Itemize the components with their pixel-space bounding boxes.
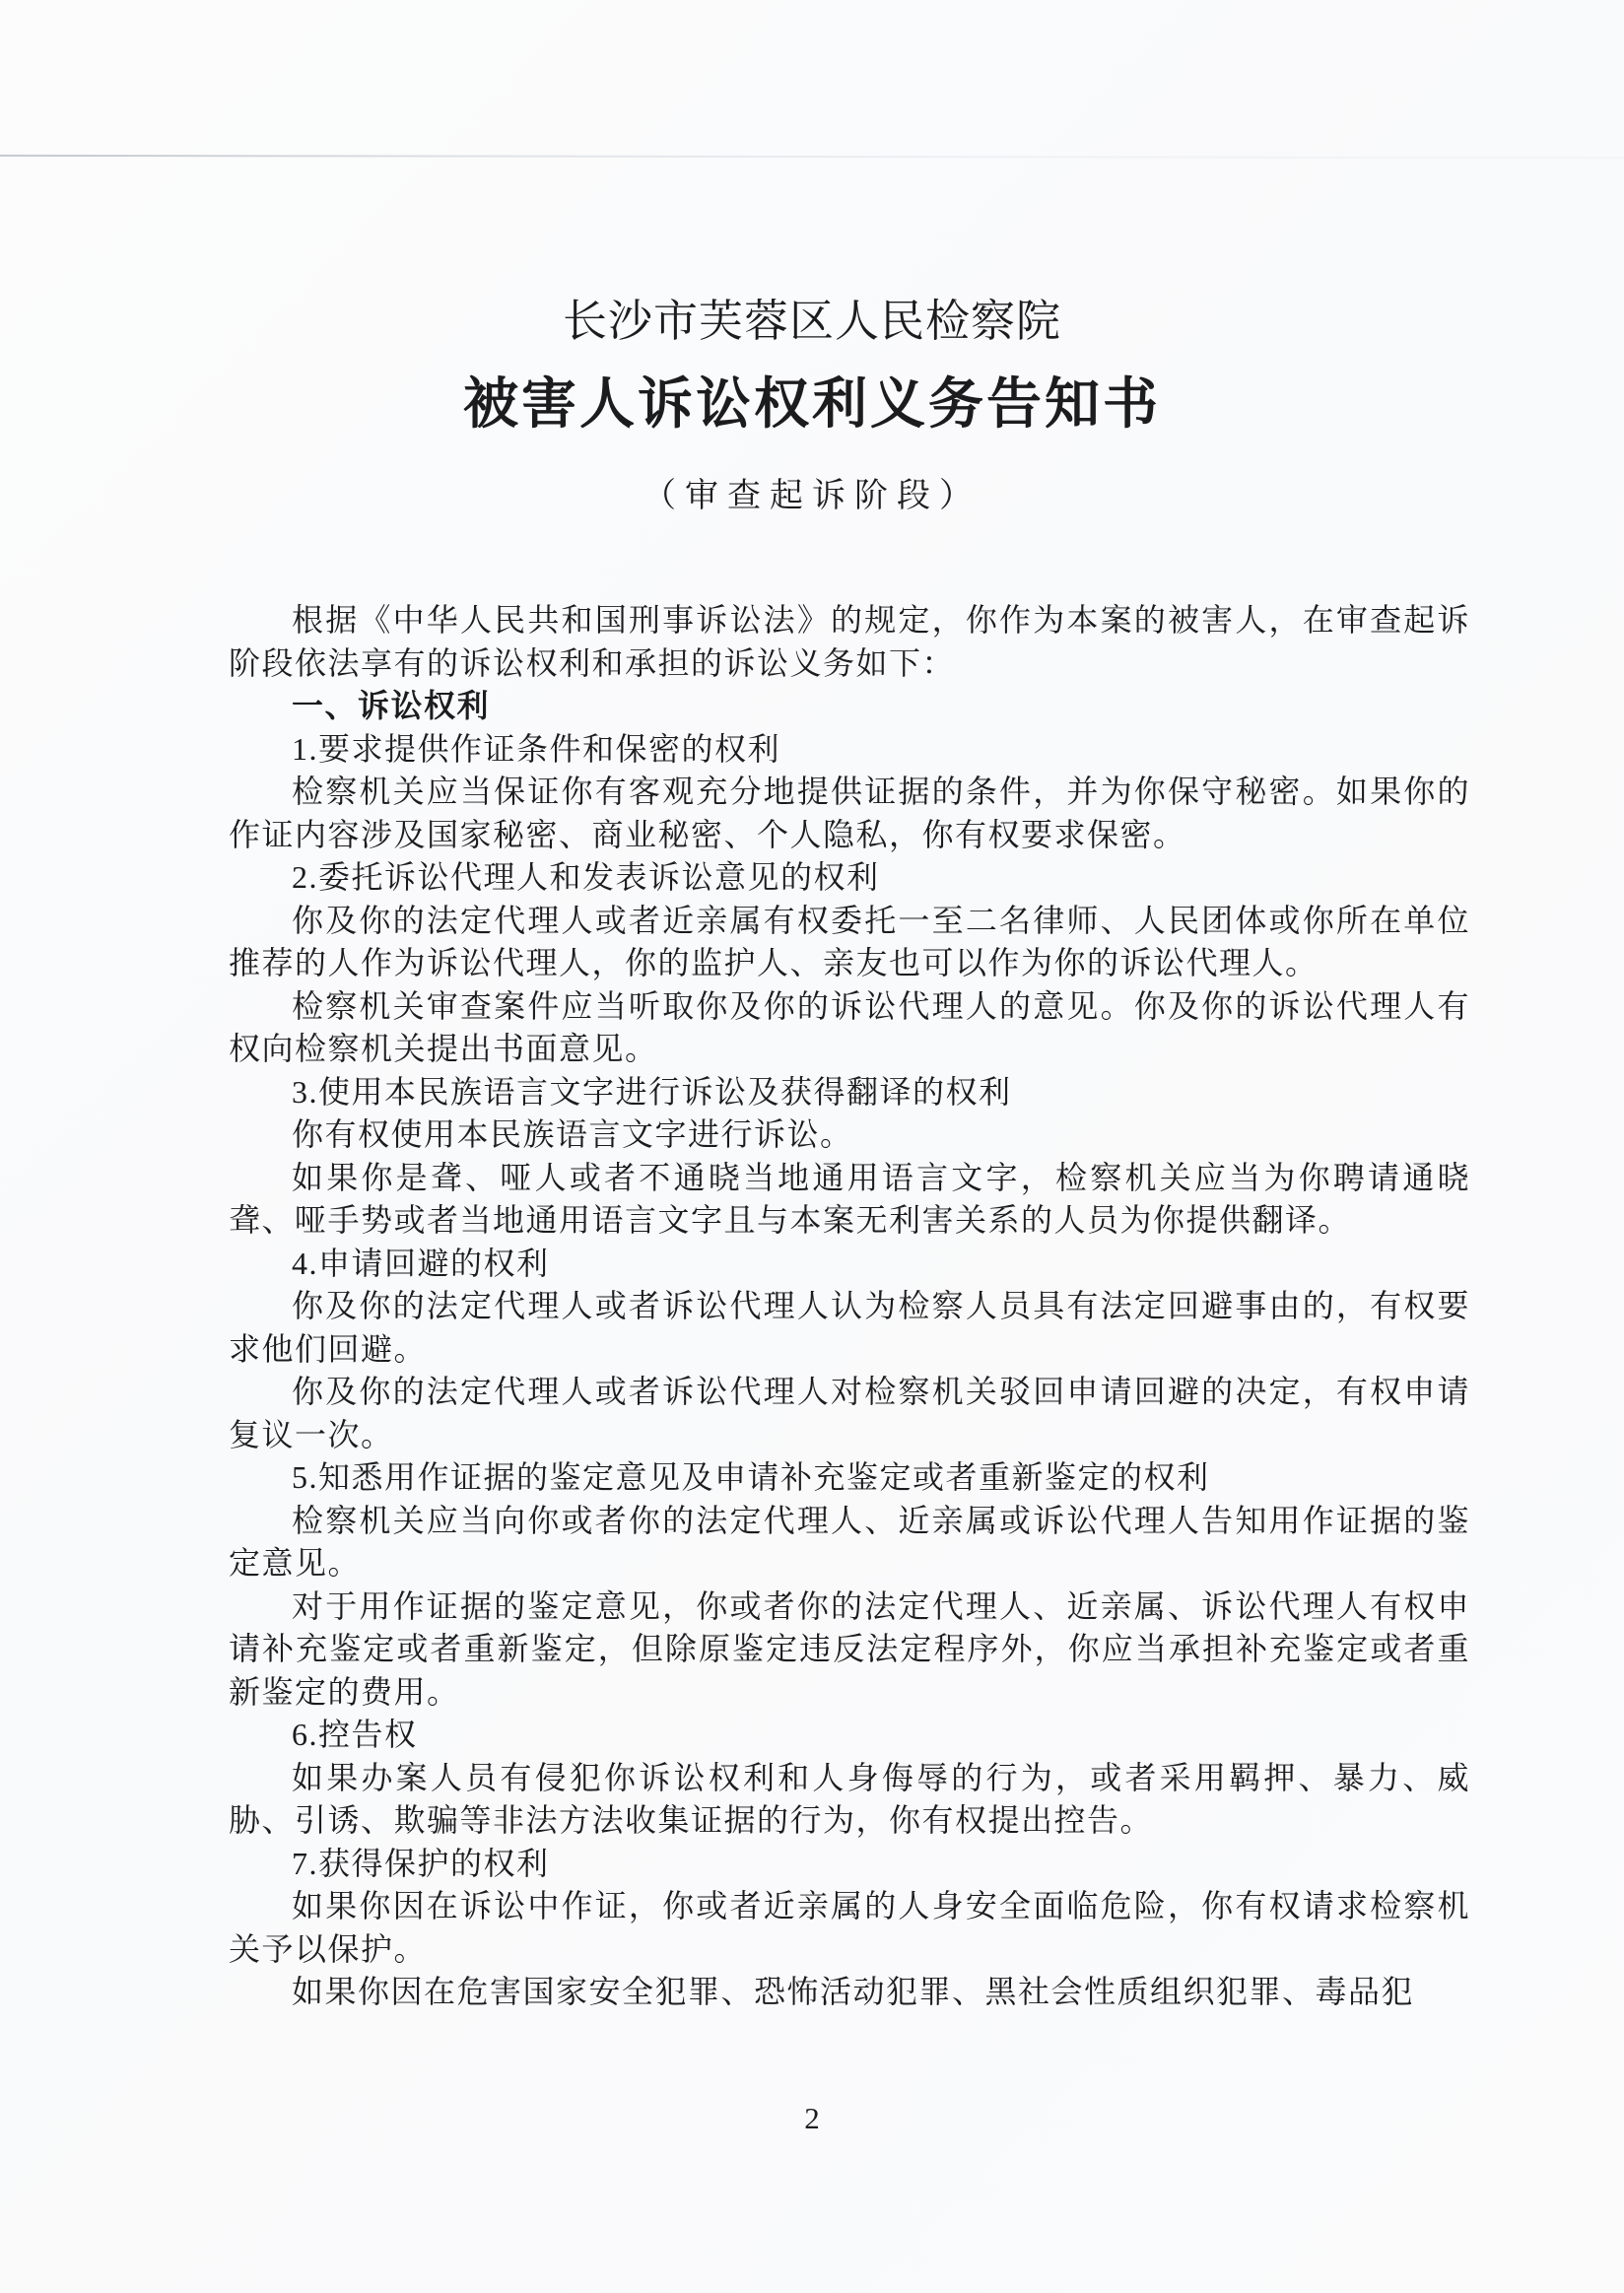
body-paragraph: 如果你因在危害国家安全犯罪、恐怖活动犯罪、黑社会性质组织犯罪、毒品犯 [292,1974,1415,2009]
body-paragraph: 如果办案人员有侵犯你诉讼权利和人身侮辱的行为，或者采用羁押、暴力、威胁、引诱、欺骗等非法方法收集证据的行为，你有权提出控告。 [229,1759,1470,1838]
body-paragraph: 如果你是聋、哑人或者不通晓当地通用语言文字，检察机关应当为你聘请通晓聋、哑手势或者当地通用语言文字且与本案无利害关系的人员为你提供翻译。 [229,1159,1470,1238]
item-heading: 4.申请回避的权利 [292,1245,550,1281]
item-heading: 6.控告权 [292,1717,418,1752]
intro-paragraph: 根据《中华人民共和国刑事诉讼法》的规定，你作为本案的被害人，在审查起诉阶段依法享有的诉讼权利和承担的诉讼义务如下： [229,602,1470,681]
section-heading: 一、诉讼权利 [292,688,491,723]
document-title: 被害人诉讼权利义务告知书 [463,374,1161,436]
body-paragraph: 检察机关应当保证你有客观充分地提供证据的条件，并为你保守秘密。如果你的作证内容涉及国家秘密、商业秘密、个人隐私，你有权要求保密。 [229,774,1470,852]
body-paragraph: 如果你因在诉讼中作证，你或者近亲属的人身安全面临危险，你有权请求检察机关予以保护。 [229,1888,1470,1967]
body-paragraph: 你有权使用本民族语言文字进行诉讼。 [292,1116,853,1152]
item-heading: 5.知悉用作证据的鉴定意见及申请补充鉴定或者重新鉴定的权利 [292,1459,1210,1495]
court-name: 长沙市芙蓉区人民检察院 [562,297,1061,346]
body-paragraph: 对于用作证据的鉴定意见，你或者你的法定代理人、近亲属、诉讼代理人有权申请补充鉴定或者重新鉴定，但除原鉴定违反法定程序外，你应当承担补充鉴定或者重新鉴定的费用。 [229,1587,1470,1710]
item-heading: 1.要求提供作证条件和保密的权利 [292,730,781,767]
document-body [229,599,1470,2014]
body-paragraph: 检察机关审查案件应当听取你及你的诉讼代理人的意见。你及你的诉讼代理人有权向检察机关提出书面意见。 [229,987,1470,1066]
item-heading: 7.获得保护的权利 [292,1845,550,1881]
item-heading: 3.使用本民族语言文字进行诉讼及获得翻译的权利 [292,1073,1012,1110]
item-heading: 2.委托诉讼代理人和发表诉讼意见的权利 [292,859,880,895]
document-header [0,0,1624,516]
stage-subtitle: （审查起诉阶段） [643,478,981,514]
body-paragraph: 检察机关应当向你或者你的法定代理人、近亲属或诉讼代理人告知用作证据的鉴定意见。 [229,1502,1470,1581]
page-number: 2 [804,2101,820,2135]
body-paragraph: 你及你的法定代理人或者诉讼代理人对检察机关驳回申请回避的决定，有权申请复议一次。 [229,1374,1470,1452]
body-paragraph: 你及你的法定代理人或者诉讼代理人认为检察人员具有法定回避事由的，有权要求他们回避。 [229,1288,1470,1367]
body-paragraph: 你及你的法定代理人或者近亲属有权委托一至二名律师、人民团体或你所在单位推荐的人作为诉讼代理人，你的监护人、亲友也可以作为你的诉讼代理人。 [229,902,1470,980]
